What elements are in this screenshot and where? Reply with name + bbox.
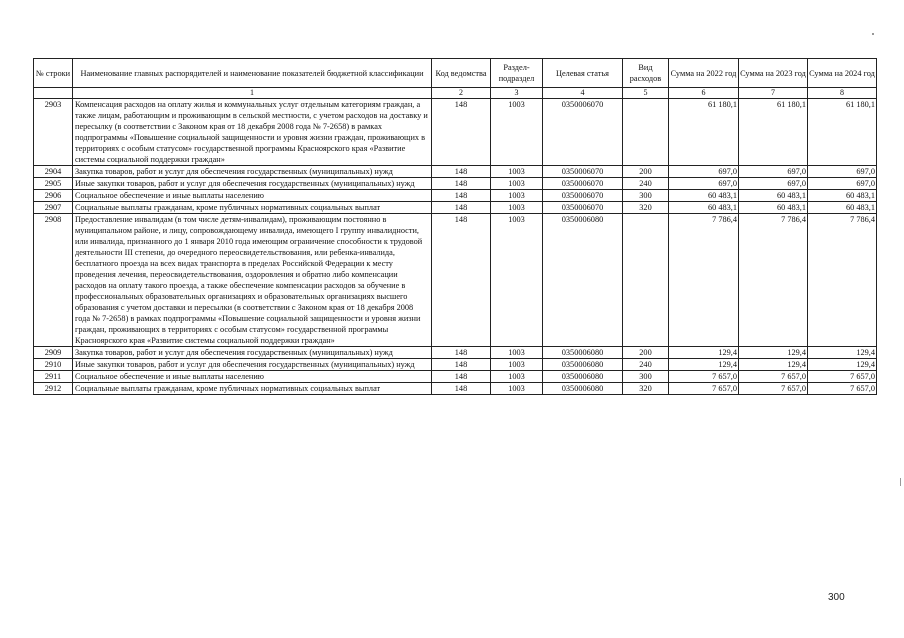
- row-name: Закупка товаров, работ и услуг для обеспечения государственных (муниципальных) нужд: [73, 166, 432, 178]
- column-number: 3: [491, 88, 543, 99]
- row-section: 1003: [491, 202, 543, 214]
- row-number: 2903: [34, 99, 73, 166]
- row-name: Социальное обеспечение и иные выплаты населению: [73, 190, 432, 202]
- row-number: 2904: [34, 166, 73, 178]
- scan-edge-mark: [900, 478, 901, 486]
- row-sum-2024: 7 657,0: [808, 371, 877, 383]
- row-target: 0350006070: [543, 178, 623, 190]
- row-expense-type: 200: [623, 347, 669, 359]
- row-sum-2023: 129,4: [739, 359, 808, 371]
- row-sum-2022: 697,0: [669, 166, 739, 178]
- column-number-row: [34, 88, 877, 99]
- row-sum-2023: 60 483,1: [739, 202, 808, 214]
- header-name: Наименование главных распорядителей и наименование показателей бюджетной классификации: [73, 59, 432, 88]
- scan-speck: [872, 33, 874, 35]
- row-name: Иные закупки товаров, работ и услуг для обеспечения государственных (муниципальных) нужд: [73, 178, 432, 190]
- row-expense-type: 300: [623, 371, 669, 383]
- row-target: 0350006080: [543, 383, 623, 395]
- header-row-no: № строки: [34, 59, 73, 88]
- row-target: 0350006070: [543, 202, 623, 214]
- row-section: 1003: [491, 347, 543, 359]
- header-sum-2024: Сумма на 2024 год: [808, 59, 877, 88]
- row-dept-code: 148: [432, 371, 491, 383]
- column-number: 2: [432, 88, 491, 99]
- column-number: 5: [623, 88, 669, 99]
- row-sum-2024: 129,4: [808, 359, 877, 371]
- row-name: Иные закупки товаров, работ и услуг для обеспечения государственных (муниципальных) нужд: [73, 359, 432, 371]
- row-number: 2906: [34, 190, 73, 202]
- row-target: 0350006080: [543, 214, 623, 347]
- row-section: 1003: [491, 371, 543, 383]
- header-dept-code: Код ведомства: [432, 59, 491, 88]
- table-row: [34, 202, 877, 214]
- row-sum-2024: 129,4: [808, 347, 877, 359]
- row-sum-2024: 60 483,1: [808, 190, 877, 202]
- header-section: Раздел-подраздел: [491, 59, 543, 88]
- row-dept-code: 148: [432, 359, 491, 371]
- table-header-row: [34, 59, 877, 88]
- row-name: Предоставление инвалидам (в том числе детям-инвалидам), проживающим постоянно в муниципальном районе, и лицу, сопровождающему инвалида, имеющего I группу инвалидности, или инвалида, признанного до 1 января 2010 года имеющим ограничение способности к трудовой деятельности III степени, до очередного переосвидетельствования, или ребенка-инвалида, бесплатного проезда на всех видах транспорта в пределах Российской Федерации к месту проведения лечения, переосвидетельствования, оздоровления и обратно либо компенсации расходов на оплату такого проезда, а также обеспечение компенсации расходов за обучение в профессиональных образовательных организациях и образовательных организациях высшего образования с учетом доставки и пересылки (в соответствии с Законом края от 18 декабря 2008 года № 7-2658) в рамках подпрограммы «Повышение социальной защищенности и уровня жизни граждан, проживающих в территориях с особым статусом» государственной программы Красноярского края «Развитие системы социальной поддержки граждан»: [73, 214, 432, 347]
- row-number: 2910: [34, 359, 73, 371]
- row-target: 0350006080: [543, 347, 623, 359]
- row-dept-code: 148: [432, 190, 491, 202]
- row-target: 0350006070: [543, 190, 623, 202]
- row-sum-2022: 60 483,1: [669, 202, 739, 214]
- row-name: Социальные выплаты гражданам, кроме публичных нормативных социальных выплат: [73, 202, 432, 214]
- row-target: 0350006080: [543, 359, 623, 371]
- row-sum-2022: 7 657,0: [669, 383, 739, 395]
- budget-table: [33, 58, 877, 395]
- table-row: [34, 190, 877, 202]
- table-row: [34, 347, 877, 359]
- row-sum-2023: 61 180,1: [739, 99, 808, 166]
- row-sum-2023: 7 657,0: [739, 383, 808, 395]
- row-expense-type: 200: [623, 166, 669, 178]
- row-expense-type: 240: [623, 359, 669, 371]
- table-row: [34, 371, 877, 383]
- row-sum-2024: 60 483,1: [808, 202, 877, 214]
- row-dept-code: 148: [432, 383, 491, 395]
- row-sum-2022: 7 657,0: [669, 371, 739, 383]
- row-sum-2022: 60 483,1: [669, 190, 739, 202]
- header-sum-2022: Сумма на 2022 год: [669, 59, 739, 88]
- page-number: 300: [828, 592, 845, 603]
- column-number: 8: [808, 88, 877, 99]
- row-expense-type: 300: [623, 190, 669, 202]
- row-name: Компенсация расходов на оплату жилья и коммунальных услуг отдельным категориям граждан, а также лицам, работающим и проживающим в сельской местности, с учетом расходов на доставку и пересылку (в соответствии с Законом края от 18 декабря 2008 года № 7-2658) в рамках подпрограммы «Повышение социальной защищенности и уровня жизни граждан, проживающих в территориях с особым статусом» государственной программы Красноярского края «Развитие системы социальной поддержки граждан»: [73, 99, 432, 166]
- row-name: Социальные выплаты гражданам, кроме публичных нормативных социальных выплат: [73, 383, 432, 395]
- row-number: 2911: [34, 371, 73, 383]
- row-number: 2908: [34, 214, 73, 347]
- row-expense-type: 320: [623, 383, 669, 395]
- row-sum-2022: 7 786,4: [669, 214, 739, 347]
- row-sum-2023: 697,0: [739, 166, 808, 178]
- row-sum-2024: 697,0: [808, 178, 877, 190]
- row-sum-2023: 60 483,1: [739, 190, 808, 202]
- row-target: 0350006070: [543, 99, 623, 166]
- row-dept-code: 148: [432, 178, 491, 190]
- row-sum-2023: 697,0: [739, 178, 808, 190]
- row-target: 0350006070: [543, 166, 623, 178]
- table-row: [34, 214, 877, 347]
- row-sum-2023: 7 786,4: [739, 214, 808, 347]
- row-sum-2024: 7 786,4: [808, 214, 877, 347]
- row-section: 1003: [491, 214, 543, 347]
- row-dept-code: 148: [432, 347, 491, 359]
- row-section: 1003: [491, 190, 543, 202]
- row-sum-2024: 7 657,0: [808, 383, 877, 395]
- column-number: 6: [669, 88, 739, 99]
- row-number: 2907: [34, 202, 73, 214]
- row-number: 2912: [34, 383, 73, 395]
- row-sum-2023: 7 657,0: [739, 371, 808, 383]
- column-number: 7: [739, 88, 808, 99]
- header-expense-type: Вид расходов: [623, 59, 669, 88]
- row-expense-type: 320: [623, 202, 669, 214]
- row-target: 0350006080: [543, 371, 623, 383]
- row-sum-2023: 129,4: [739, 347, 808, 359]
- row-section: 1003: [491, 178, 543, 190]
- header-target: Целевая статья: [543, 59, 623, 88]
- row-sum-2022: 697,0: [669, 178, 739, 190]
- row-dept-code: 148: [432, 99, 491, 166]
- table-row: [34, 359, 877, 371]
- row-name: Закупка товаров, работ и услуг для обеспечения государственных (муниципальных) нужд: [73, 347, 432, 359]
- table-row: [34, 383, 877, 395]
- column-number: 4: [543, 88, 623, 99]
- table-row: [34, 99, 877, 166]
- row-dept-code: 148: [432, 214, 491, 347]
- row-dept-code: 148: [432, 166, 491, 178]
- row-name: Социальное обеспечение и иные выплаты населению: [73, 371, 432, 383]
- budget-table-container: [33, 58, 876, 395]
- table-row: [34, 178, 877, 190]
- row-expense-type: [623, 214, 669, 347]
- row-sum-2022: 129,4: [669, 359, 739, 371]
- header-sum-2023: Сумма на 2023 год: [739, 59, 808, 88]
- row-sum-2022: 61 180,1: [669, 99, 739, 166]
- row-expense-type: 240: [623, 178, 669, 190]
- row-sum-2024: 697,0: [808, 166, 877, 178]
- row-section: 1003: [491, 383, 543, 395]
- row-section: 1003: [491, 99, 543, 166]
- row-section: 1003: [491, 166, 543, 178]
- row-number: 2909: [34, 347, 73, 359]
- row-expense-type: [623, 99, 669, 166]
- row-number: 2905: [34, 178, 73, 190]
- column-number: 1: [73, 88, 432, 99]
- row-sum-2022: 129,4: [669, 347, 739, 359]
- table-row: [34, 166, 877, 178]
- column-number: [34, 88, 73, 99]
- row-section: 1003: [491, 359, 543, 371]
- row-dept-code: 148: [432, 202, 491, 214]
- row-sum-2024: 61 180,1: [808, 99, 877, 166]
